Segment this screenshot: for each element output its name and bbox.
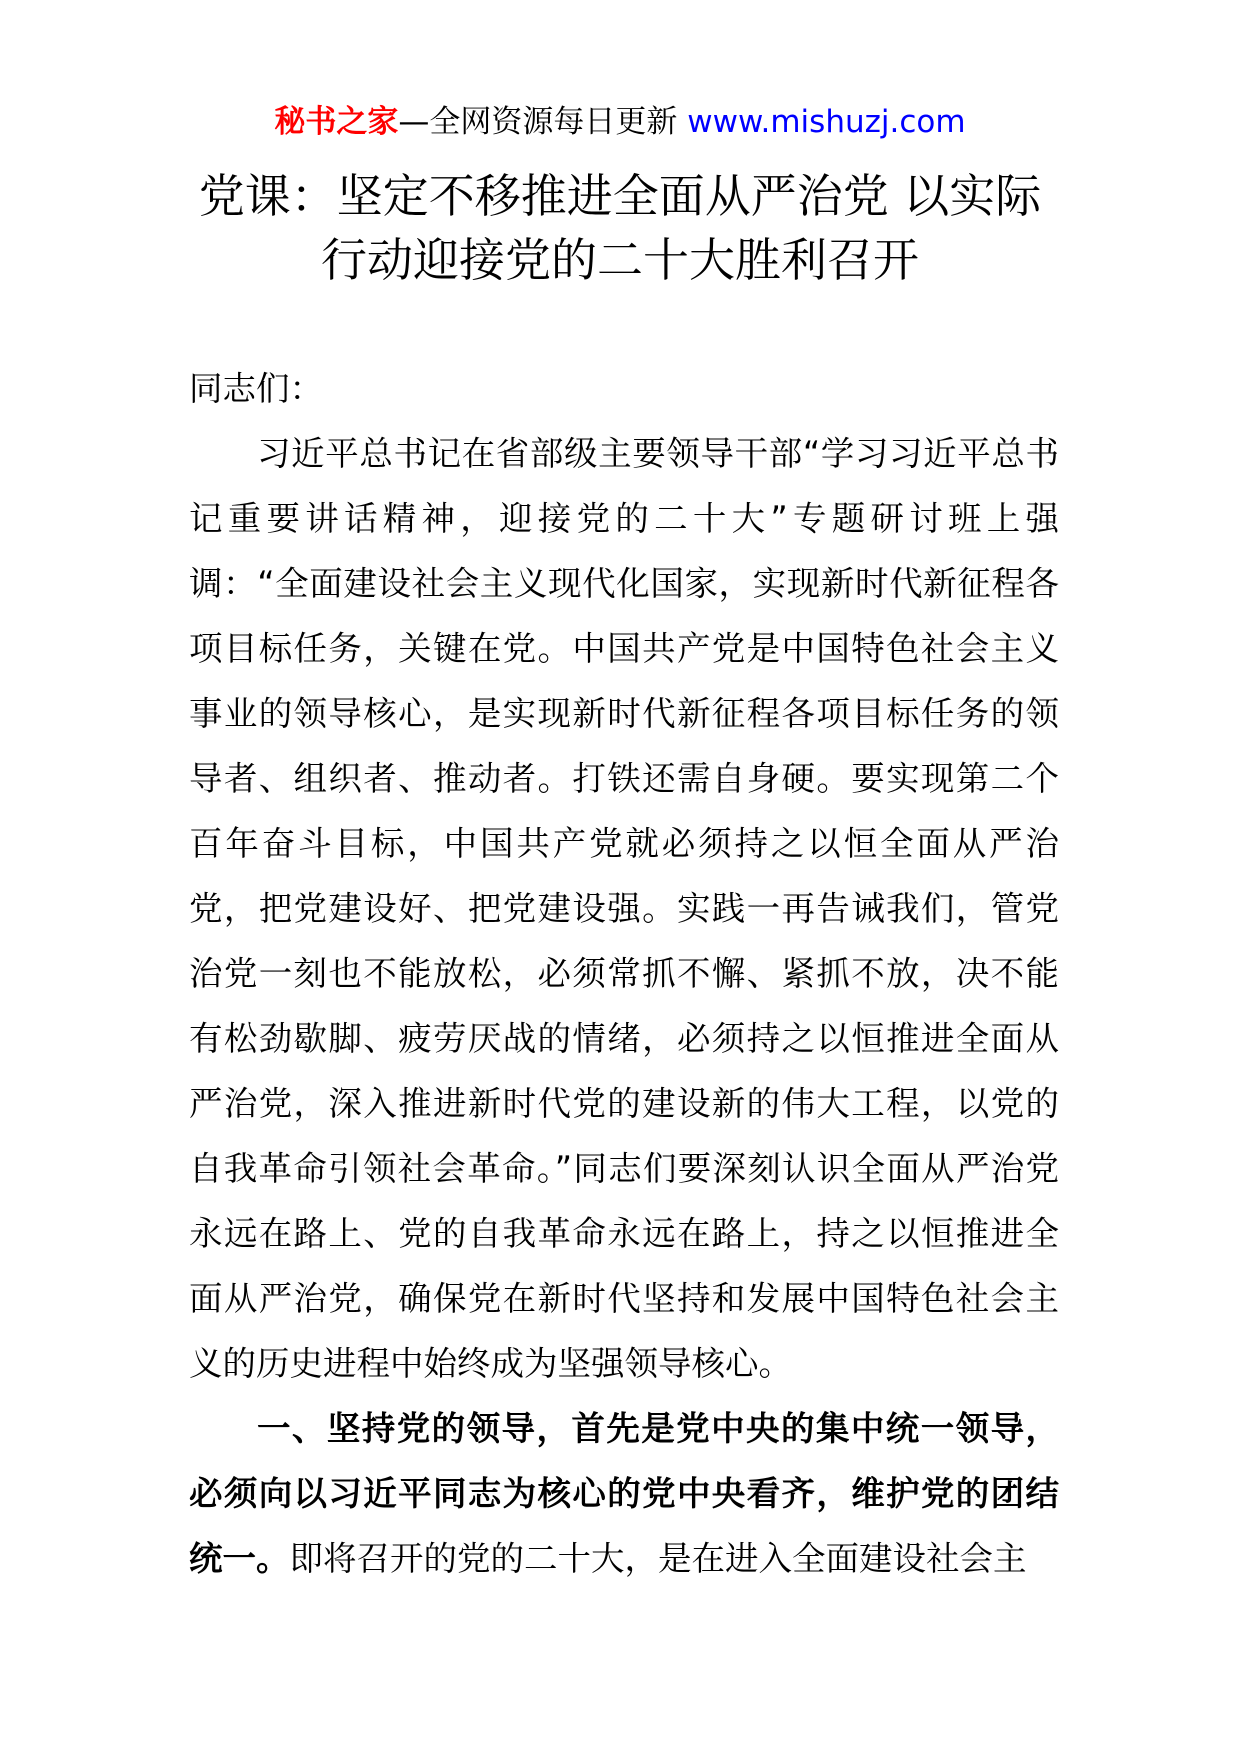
title-line-2: 行动迎接党的二十大胜利召开 — [321, 233, 919, 287]
site-header — [0, 100, 1240, 144]
document-title — [150, 164, 1090, 292]
paragraph-section-1 — [189, 1396, 1059, 1591]
title-line-1: 党课：坚定不移推进全面从严治党 以实际 — [198, 169, 1042, 223]
document-body — [189, 356, 1059, 1591]
header-tagline: —全网资源每日更新 — [398, 104, 688, 140]
section-1-heading: 一、坚持党的领导，首先是党中央的集中统一领导，必须向以习近平同志为核心的党中央看齐，维护党的团结统一。 — [189, 1409, 1059, 1578]
salutation: 同志们： — [189, 369, 323, 408]
site-url-link[interactable]: www.mishuzj.com — [687, 104, 966, 140]
section-1-text: 即将召开的党的二十大，是在进入全面建设社会主 — [289, 1539, 1027, 1578]
paragraph-intro: 习近平总书记在省部级主要领导干部“学习习近平总书记重要讲话精神，迎接党的二十大”专题研讨班上强调：“全面建设社会主义现代化国家，实现新时代新征程各项目标任务，关键在党。中国共产党是中国特色社会主义事业的领导核心，是实现新时代新征程各项目标任务的领导者、组织者、推动者。打铁还需自身硬。要实现第二个百年奋斗目标，中国共产党就必须持之以恒全面从严治党，把党建设好、把党建设强。实践一再告诫我们，管党治党一刻也不能放松，必须常抓不懈、紧抓不放，决不能有松劲歇脚、疲劳厌战的情绪，必须持之以恒推进全面从严治党，深入推进新时代党的建设新的伟大工程，以党的自我革命引领社会革命。”同志们要深刻认识全面从严治党永远在路上、党的自我革命永远在路上，持之以恒推进全面从严治党，确保党在新时代坚持和发展中国特色社会主义的历史进程中始终成为坚强领导核心。 — [189, 434, 1059, 1383]
brand-name: 秘书之家 — [274, 104, 399, 140]
